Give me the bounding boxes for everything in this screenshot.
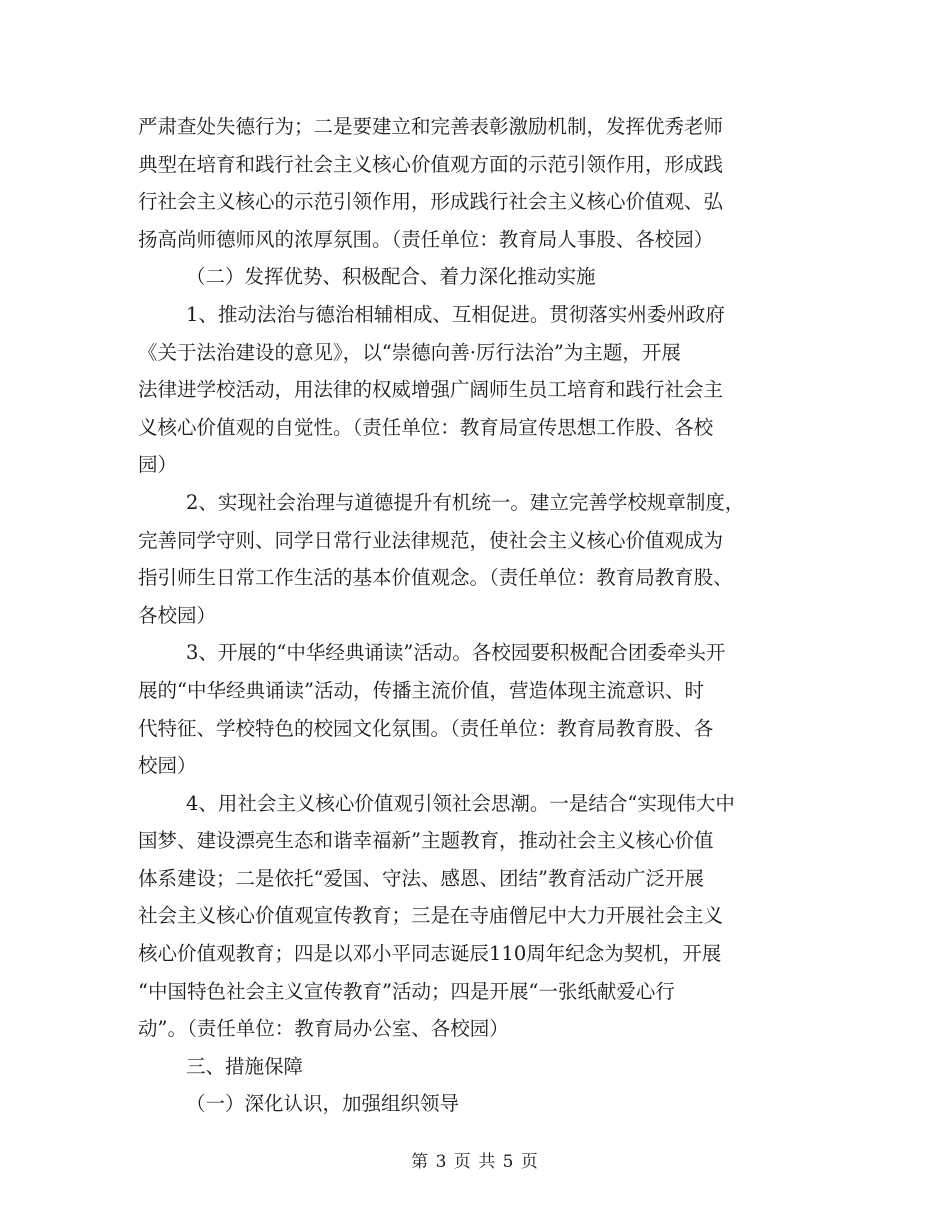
body-line: 1、推动法治与德治相辅相成、互相促进。贯彻落实州委州政府 — [186, 302, 725, 326]
body-line: 2、实现社会治理与道德提升有机统一。建立完善学校规章制度， — [186, 490, 745, 514]
body-line: 各校园） — [138, 603, 217, 627]
body-line: 完善同学守则、同学日常行业法律规范，使社会主义核心价值观成为 — [138, 528, 724, 552]
body-line: 行社会主义核心的示范引领作用，形成践行社会主义核心价值观、弘 — [138, 190, 724, 214]
body-line: 体系建设；二是依托“爱国、守法、感恩、团结”教育活动广泛开展 — [138, 866, 704, 890]
body-line: 动”。（责任单位：教育局办公室、各校园） — [138, 1017, 509, 1041]
section-heading: （二）发挥优势、积极配合、着力深化推动实施 — [186, 265, 596, 289]
document-body — [138, 108, 810, 1123]
body-line: 展的“中华经典诵读”活动，传播主流价值，营造体现主流意识、时 — [138, 678, 704, 702]
body-line: 校园） — [138, 754, 197, 778]
body-line: 《关于法治建设的意见》，以“崇德向善·厉行法治”为主题，开展 — [138, 340, 681, 364]
body-line: 3、开展的“中华经典诵读”活动。各校园要积极配合团委牵头开 — [186, 641, 726, 665]
body-line: 社会主义核心价值观宣传教育；三是在寺庙僧尼中大力开展社会主义 — [138, 904, 724, 928]
body-line: 4、用社会主义核心价值观引领社会思潮。一是结合“实现伟大中 — [186, 791, 735, 815]
body-line: 义核心价值观的自觉性。（责任单位：教育局宣传思想工作股、各校 — [138, 415, 714, 439]
body-line: 典型在培育和践行社会主义核心价值观方面的示范引领作用，形成践 — [138, 152, 724, 176]
section-heading: 三、措施保障 — [186, 1054, 304, 1078]
body-line: 严肃查处失德行为；二是要建立和完善表彰激励机制，发挥优秀老师 — [138, 115, 724, 138]
body-line: 核心价值观教育；四是以邓小平同志诞辰110周年纪念为契机，开展 — [138, 942, 722, 966]
page-number-footer: 第 3 页 共 5 页 — [411, 1152, 539, 1172]
body-line: 国梦、建设漂亮生态和谐幸福新”主题教育，推动社会主义核心价值 — [138, 829, 714, 853]
body-line: 代特征、学校特色的校园文化氛围。（责任单位：教育局教育股、各 — [138, 716, 714, 740]
body-line: 园） — [138, 453, 178, 477]
body-line: 指引师生日常工作生活的基本价值观念。（责任单位：教育局教育股、 — [138, 566, 733, 590]
body-line: 扬高尚师德师风的浓厚氛围。（责任单位：教育局人事股、各校园） — [138, 227, 714, 251]
section-heading: （一）深化认识，加强组织领导 — [186, 1092, 460, 1116]
body-line: “中国特色社会主义宣传教育”活动；四是开展“一张纸献爱心行 — [138, 979, 675, 1003]
body-line: 法律进学校活动，用法律的权威增强广阔师生员工培育和践行社会主 — [138, 378, 724, 402]
